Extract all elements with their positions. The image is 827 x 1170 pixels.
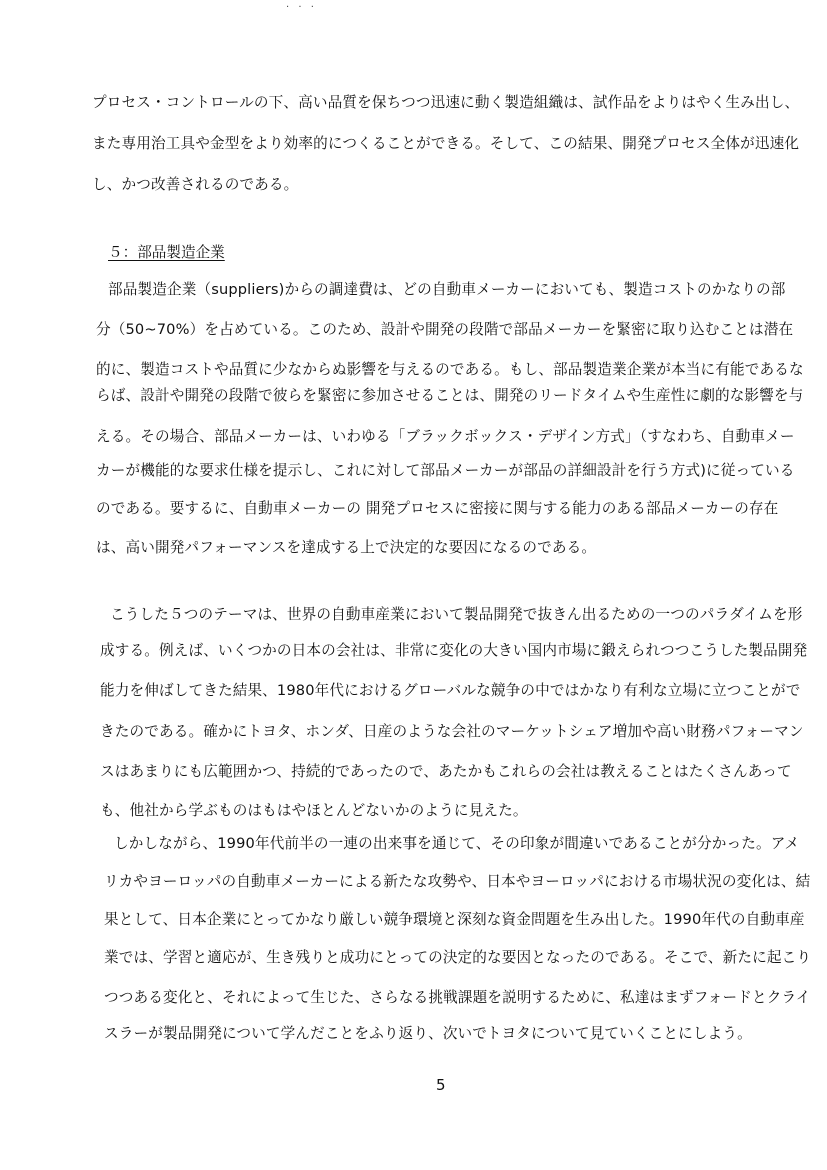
text-line: し、かつ改善されるのである。 bbox=[92, 176, 299, 193]
text-line: カーが機能的な要求仕様を提示し、これに対して部品メーカーが部品の詳細設計を行う方式)に従っている bbox=[96, 462, 795, 479]
page-number: 5 bbox=[436, 1076, 446, 1094]
text-line: のである。要するに、自動車メーカーの 開発プロセスに密接に関与する能力のある部品メーカーの存在 bbox=[96, 500, 779, 517]
text-line: 成する。例えば、いくつかの日本の会社は、非常に変化の大きい国内市場に鍛えられつつこうした製品開発 bbox=[100, 642, 808, 659]
text-line: らば、設計や開発の段階で彼らを緊密に参加させることは、開発のリードタイムや生産性に劇的な影響を与 bbox=[96, 387, 804, 404]
text-line: 業では、学習と適応が、生き残りと成功にとっての決定的な要因となったのである。そこで、新たに起こり bbox=[104, 949, 812, 966]
scan-marks: . . . bbox=[286, 0, 317, 10]
text-line: スラーが製品開発について学んだことをふり返り、次いでトヨタについて見ていくことにしよう。 bbox=[104, 1025, 752, 1042]
text-line: また専用治工具や金型をより効率的につくることができる。そして、この結果、開発プロセス全体が迅速化 bbox=[92, 135, 800, 152]
text-line: こうした５つのテーマは、世界の自動車産業において製品開発で抜きん出るための一つのパラダイムを形 bbox=[110, 606, 803, 623]
text-line: 部品製造企業（suppliers)からの調達費は、どの自動車メーカーにおいても、製造コストのかなりの部 bbox=[108, 281, 786, 298]
section-heading: ５：部品製造企業 bbox=[108, 244, 225, 261]
text-line: 果として、日本企業にとってかなり厳しい競争環境と深刻な資金問題を生み出した。1990年代の自動車産 bbox=[104, 911, 805, 928]
text-line: しかしながら、1990年代前半の一連の出来事を通じて、その印象が間違いであることが分かった。アメ bbox=[114, 835, 800, 852]
text-line: プロセス・コントロールの下、高い品質を保ちつつ迅速に動く製造組織は、試作品をよりはやく生み出し、 bbox=[92, 94, 800, 111]
text-line: える。その場合、部品メーカーは、いわゆる「ブラックボックス・デザイン方式」（すなわち、自動車メー bbox=[96, 428, 795, 445]
text-line: 的に、製造コストや品質に少なからぬ影響を与えるのである。もし、部品製造業企業が本当に有能であるな bbox=[96, 361, 804, 378]
text-line: も、他社から学ぶものはもはやほとんどないかのように見えた。 bbox=[100, 802, 528, 819]
text-line: 能力を伸ばしてきた結果、1980年代におけるグローバルな競争の中ではかなり有利な立場に立つことがで bbox=[100, 682, 801, 699]
text-line: は、高い開発パフォーマンスを達成する上で決定的な要因になるのである。 bbox=[96, 539, 597, 556]
text-line: リカやヨーロッパの自動車メーカーによる新たな攻勢や、日本やヨーロッパにおける市場状況の変化は、結 bbox=[104, 873, 811, 890]
text-line: 分（50~70%）を占めている。このため、設計や開発の段階で部品メーカーを緊密に取り込むことは潜在 bbox=[96, 321, 794, 338]
text-line: スはあまりにも広範囲かつ、持続的であったので、あたかもこれらの会社は教えることはたくさんあって bbox=[100, 763, 792, 780]
text-line: きたのである。確かにトヨタ、ホンダ、日産のような会社のマーケットシェア増加や高い財務パフォーマン bbox=[100, 723, 804, 740]
text-line: つつある変化と、それによって生じた、さらなる挑戦課題を説明するために、私達はまずフォードとクライ bbox=[104, 989, 811, 1006]
